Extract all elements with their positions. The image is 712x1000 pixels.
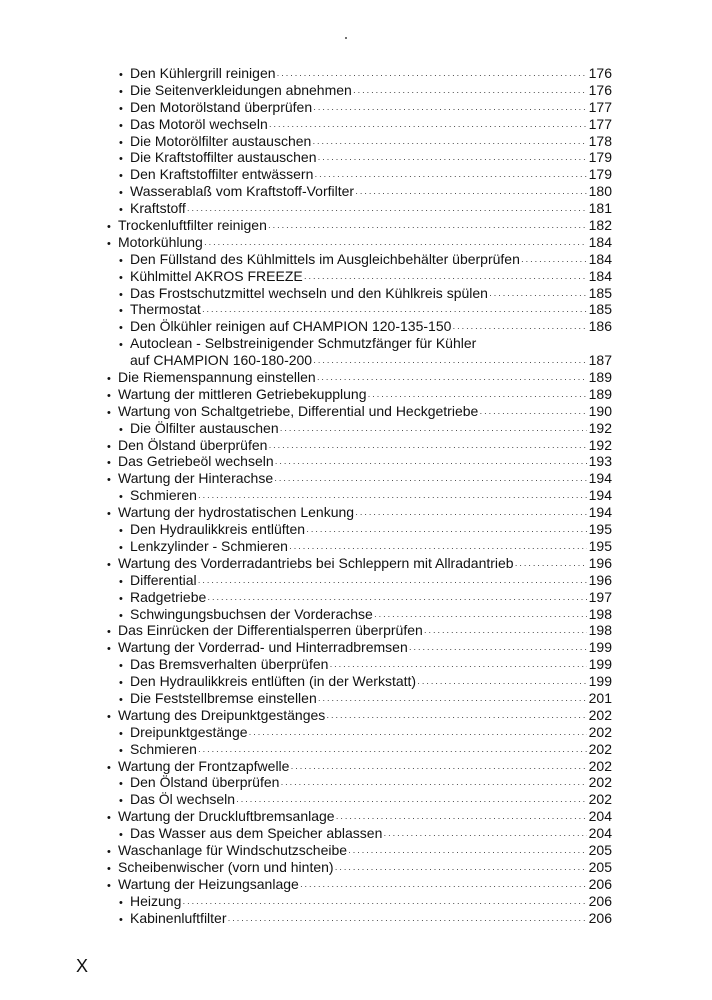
toc-entry-page: 199 [588,639,612,656]
bullet-icon: • [107,558,111,571]
dot-leader [326,709,587,726]
bullet-icon: • [119,693,123,706]
dot-leader [300,878,587,895]
toc-entry-title: Das Einrücken der Differentialsperren überprüfen [118,622,423,639]
toc-entry-title: Das Frostschutzmittel wechseln und den Kühlkreis spülen [130,284,488,301]
bullet-icon: • [119,677,123,690]
toc-entry[interactable] [104,859,612,876]
dot-leader [515,557,587,574]
toc-entry[interactable] [104,521,612,538]
toc-entry[interactable] [104,453,612,470]
toc-entry-title: Wartung der Heizungsanlage [118,875,299,892]
bullet-icon: • [119,575,123,588]
dot-leader [409,641,587,658]
bullet-icon: • [119,85,123,98]
toc-entry-page: 192 [588,436,612,453]
toc-entry-page: 202 [588,791,612,808]
toc-entry-title: Den Ölstand überprüfen [130,774,280,791]
toc-entry-page: 196 [588,571,612,588]
toc-entry-page: 178 [588,132,612,149]
bullet-icon: • [107,389,111,402]
toc-entry-title: Die Ölfilter austauschen [130,419,279,436]
bullet-icon: • [107,406,111,419]
toc-entry-title: Wartung der Hinterachse [118,470,274,487]
toc-entry-page: 197 [588,588,612,605]
dot-leader [280,776,587,793]
dot-leader [313,354,587,371]
dot-leader [318,692,587,709]
toc-entry-page: 179 [588,166,612,183]
toc-entry-title-continuation: auf CHAMPION 160-180-200 [130,352,313,369]
toc-entry-page: 194 [588,470,612,487]
bullet-icon: • [119,744,123,757]
toc-entry-page: 181 [588,200,612,217]
bullet-icon: • [119,609,123,622]
toc-entry-title: Wartung des Vorderradantriebs bei Schleppern mit Allradantrieb [118,554,514,571]
toc-entry-title: Wartung der Vorderrad- und Hinterradbremsen [118,639,408,656]
toc-entry-title: Trockenluftfilter reinigen [118,217,267,234]
toc-entry-title: Schwingungsbuchsen der Vorderachse [130,605,373,622]
toc-entry[interactable] [104,876,612,893]
toc-entry-title: Den Hydraulikkreis entlüften [130,521,306,538]
toc-entry[interactable] [104,589,612,606]
bullet-icon: • [107,710,111,723]
toc-entry[interactable] [104,166,612,183]
toc-entry-page: 190 [588,402,612,419]
bullet-icon: • [107,812,111,825]
toc-entry-title: Den Kraftstoffilter entwässern [130,166,314,183]
toc-entry-title: Das Bremsverhalten überprüfen [130,656,329,673]
toc-entry-title: Das Wasser aus dem Speicher ablassen [130,825,383,842]
toc-entry-page: 202 [588,740,612,757]
bullet-icon: • [119,795,123,808]
toc-entry[interactable] [104,437,612,454]
toc-entry-page: 185 [588,284,612,301]
toc-entry[interactable] [104,335,612,352]
toc-entry-page: 176 [588,65,612,81]
toc-entry-title: Wartung von Schaltgetriebe, Differential und Heckgetriebe [118,402,479,419]
toc-entry-page: 184 [588,233,612,250]
dot-leader [489,287,587,304]
toc-entry-title: Wartung der Frontzapfwelle [118,757,290,774]
dot-leader [198,574,587,591]
bullet-icon: • [119,660,123,673]
toc-entry-title: Den Ölkühler reinigen auf CHAMPION 120-135-150 [130,318,452,335]
dot-leader [306,523,587,540]
toc-entry[interactable] [104,724,612,741]
toc-entry-page: 180 [588,183,612,200]
toc-entry-title: Thermostat [130,301,201,318]
bullet-icon: • [119,187,123,200]
toc-entry-title: Heizung [130,892,182,909]
toc-entry-page: 202 [588,774,612,791]
toc-entry[interactable] [104,487,612,504]
toc-entry-title: Scheibenwischer (vorn und hinten) [118,858,334,875]
bullet-icon: • [119,727,123,740]
toc-entry-page: 196 [588,554,612,571]
bullet-icon: • [107,508,111,521]
toc-entry-page: 176 [588,81,612,98]
toc-entry-page: 198 [588,622,612,639]
toc-entry[interactable] [104,65,612,82]
dot-leader [228,912,587,929]
toc-entry-page: 186 [588,318,612,335]
toc-entry-page: 193 [588,453,612,470]
toc-entry-title: Den Ölstand überprüfen [118,436,268,453]
table-of-contents [104,65,612,926]
dot-leader [424,624,587,641]
toc-entry[interactable] [104,741,612,758]
toc-entry[interactable] [104,99,612,116]
toc-entry[interactable] [104,420,612,437]
bullet-icon: • [107,221,111,234]
toc-entry-page: 206 [588,875,612,892]
toc-entry[interactable] [104,268,612,285]
toc-entry-title: Die Riemenspannung einstellen [118,369,316,386]
toc-entry-page: 202 [588,706,612,723]
bullet-icon: • [107,373,111,386]
toc-entry-title: Wartung der hydrostatischen Lenkung [118,504,355,521]
toc-entry-page: 177 [588,98,612,115]
toc-entry[interactable] [104,656,612,673]
bullet-icon: • [119,204,123,217]
bullet-icon: • [119,339,123,352]
toc-entry-page: 194 [588,487,612,504]
dot-leader [274,472,587,489]
toc-entry-page: 198 [588,605,612,622]
toc-entry-title: Wartung der Druckluftbremsanlage [118,808,335,825]
toc-entry[interactable] [104,251,612,268]
toc-entry[interactable] [104,791,612,808]
toc-entry-title: Schmieren [130,487,197,504]
toc-entry[interactable] [104,504,612,521]
toc-entry-title: Den Motorölstand überprüfen [130,98,313,115]
bullet-icon: • [107,862,111,875]
toc-entry-title: Das Motoröl wechseln [130,115,268,132]
bullet-icon: • [119,305,123,318]
toc-entry-page: 204 [588,808,612,825]
toc-entry-title: Kraftstoff [130,200,186,217]
bullet-icon: • [107,237,111,250]
toc-entry-title: Den Kühlergrill reinigen [130,65,276,81]
bullet-icon: • [107,626,111,639]
dot-leader [290,760,587,777]
dot-leader [479,405,587,422]
toc-entry-page: 184 [588,267,612,284]
dot-leader [249,726,587,743]
toc-entry-title: Waschanlage für Windschutzscheibe [118,841,348,858]
bullet-icon: • [119,288,123,301]
toc-entry-page: 187 [588,352,612,369]
bullet-icon: • [119,829,123,842]
dot-leader [318,151,587,168]
toc-entry-title: Motorkühlung [118,233,203,250]
toc-entry[interactable] [104,758,612,775]
toc-entry-title: Wartung der mittleren Getriebekupplung [118,385,367,402]
toc-entry-page: 202 [588,723,612,740]
dot-leader [314,168,587,185]
toc-entry-page: 206 [588,892,612,909]
toc-entry-page: 192 [588,419,612,436]
toc-entry[interactable] [104,842,612,859]
toc-entry[interactable] [104,639,612,656]
toc-entry-title: Die Motorölfilter austauschen [130,132,312,149]
toc-entry-title: Das Getriebeöl wechseln [118,453,274,470]
toc-entry[interactable] [104,673,612,690]
bullet-icon: • [107,761,111,774]
bullet-icon: • [119,136,123,149]
dot-leader [275,455,587,472]
dot-leader [280,422,587,439]
bullet-icon: • [119,271,123,284]
toc-entry-page: 199 [588,673,612,690]
dot-leader [355,506,587,523]
toc-entry[interactable] [104,910,612,927]
dot-leader [182,895,587,912]
toc-entry[interactable] [104,183,612,200]
toc-entry-title: Kabinenluftfilter [130,909,227,926]
toc-entry[interactable] [104,538,612,555]
toc-entry-page: 189 [588,385,612,402]
toc-entry[interactable] [104,318,612,335]
toc-entry[interactable] [104,893,612,910]
toc-entry-page: 206 [588,909,612,926]
toc-entry[interactable] [104,825,612,842]
dot-leader [383,827,587,844]
toc-entry[interactable] [104,622,612,639]
toc-entry[interactable] [104,555,612,572]
toc-entry-page: 201 [588,689,612,706]
toc-entry-page: 204 [588,825,612,842]
toc-entry-title: Wartung des Dreipunktgestänges [118,706,326,723]
toc-entry-title: Autoclean - Selbstreinigender Schmutzfänger für Kühler [130,335,477,352]
dot-leader [268,439,587,456]
bullet-icon: • [107,845,111,858]
bullet-icon: • [119,592,123,605]
toc-entry[interactable] [104,606,612,623]
toc-entry[interactable] [104,285,612,302]
bullet-icon: • [119,491,123,504]
toc-entry[interactable] [104,301,612,318]
toc-entry-page: 199 [588,656,612,673]
toc-entry-page: 179 [588,149,612,166]
bullet-icon: • [119,69,123,81]
bullet-icon: • [119,525,123,538]
toc-entry[interactable] [104,217,612,234]
toc-entry[interactable] [104,690,612,707]
toc-entry-title: Lenkzylinder - Schmieren [130,537,288,554]
bullet-icon: • [119,153,123,166]
bullet-icon: • [119,102,123,115]
toc-entry-title: Radgetriebe [130,588,207,605]
dot-leader [313,101,587,118]
bullet-icon: • [107,474,111,487]
toc-entry[interactable] [104,774,612,791]
toc-entry-title: Die Feststellbremse einstellen [130,689,317,706]
toc-entry[interactable] [104,808,612,825]
toc-entry-page: 195 [588,537,612,554]
toc-entry-title: Kühlmittel AKROS FREEZE [130,267,303,284]
bullet-icon: • [119,913,123,926]
bullet-icon: • [107,457,111,470]
toc-entry[interactable] [104,133,612,150]
dot-leader [348,844,587,861]
page-number: X [76,956,89,976]
toc-entry-title: Schmieren [130,740,197,757]
toc-entry-title: Den Füllstand des Kühlmittels im Ausgleichbehälter überprüfen [130,250,520,267]
toc-entry-title: Das Öl wechseln [130,791,236,808]
toc-entry-title: Den Hydraulikkreis entlüften (in der Werkstatt) [130,673,417,690]
bullet-icon: • [107,643,111,656]
toc-entry[interactable] [104,386,612,403]
bullet-icon: • [107,879,111,892]
toc-entry-title: Die Seitenverkleidungen abnehmen [130,81,352,98]
toc-entry[interactable] [104,82,612,99]
toc-entry[interactable] [104,707,612,724]
toc-entry[interactable] [104,200,612,217]
dot-leader [335,861,587,878]
dot-leader [268,219,587,236]
toc-entry-page: 185 [588,301,612,318]
toc-entry[interactable] [104,116,612,133]
bullet-icon: • [119,541,123,554]
scan-speck [345,37,347,39]
toc-entry[interactable] [104,572,612,589]
toc-entry[interactable] [104,234,612,251]
toc-entry-title: Dreipunktgestänge [130,723,248,740]
toc-entry-page: 182 [588,217,612,234]
dot-leader [312,135,587,152]
toc-entry-page: 177 [588,115,612,132]
bullet-icon: • [119,423,123,436]
toc-entry-title: Die Kraftstoffilter austauschen [130,149,317,166]
bullet-icon: • [119,254,123,267]
bullet-icon: • [119,778,123,791]
toc-entry[interactable] [104,470,612,487]
toc-entry-page: 205 [588,841,612,858]
dot-leader [355,185,587,202]
toc-entry-page: 184 [588,250,612,267]
toc-entry-page: 195 [588,521,612,538]
toc-entry[interactable] [104,352,612,369]
bullet-icon: • [107,440,111,453]
toc-entry-page: 194 [588,504,612,521]
toc-entry-page: 202 [588,757,612,774]
toc-entry[interactable] [104,369,612,386]
bullet-icon: • [119,896,123,909]
toc-entry[interactable] [104,149,612,166]
dot-leader [353,84,587,101]
dot-leader [521,253,587,270]
bullet-icon: • [119,170,123,183]
toc-entry-title: Differential [130,571,197,588]
dot-leader [417,675,587,692]
toc-entry-page: 189 [588,369,612,386]
bullet-icon: • [119,119,123,132]
toc-entry-title: Wasserablaß vom Kraftstoff-Vorfilter [130,183,355,200]
bullet-icon: • [119,322,123,335]
toc-entry[interactable] [104,403,612,420]
toc-entry-page: 205 [588,858,612,875]
dot-leader [269,118,587,135]
